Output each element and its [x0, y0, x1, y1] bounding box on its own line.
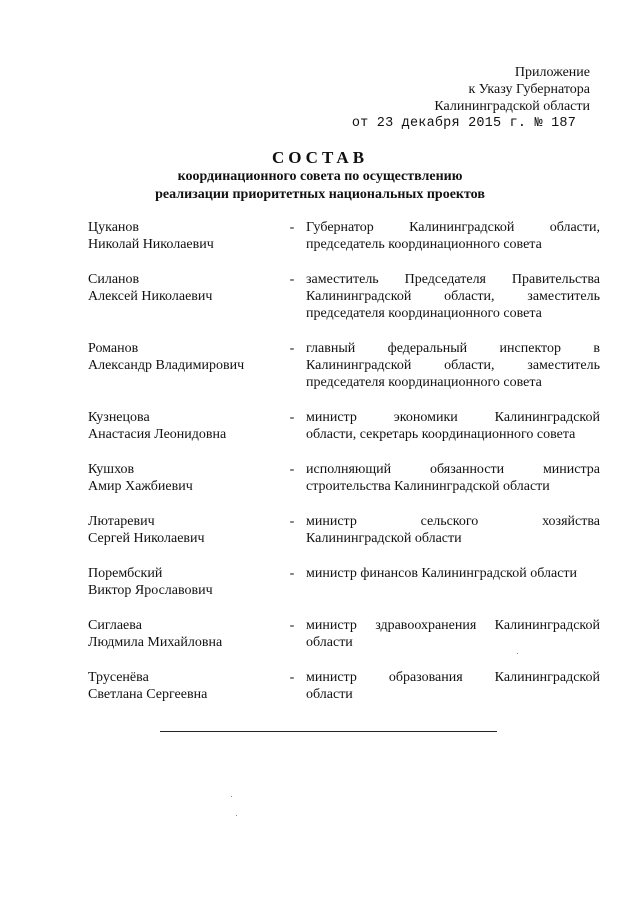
member-position — [306, 219, 600, 253]
member-row — [88, 461, 600, 495]
member-position-line: главный федеральный инспектор в — [306, 341, 600, 356]
member-name — [88, 461, 278, 495]
member-surname: Сиглаева — [88, 618, 142, 633]
member-position — [306, 617, 600, 651]
member-position — [306, 513, 600, 547]
member-name — [88, 513, 278, 547]
document-subtitle-line-2: реализации приоритетных национальных проектов — [155, 187, 485, 202]
member-name — [88, 219, 278, 253]
scan-speck — [231, 796, 232, 797]
member-position-line: Калининградской области, заместитель — [306, 289, 600, 304]
member-position-line: министр здравоохранения Калининградской — [306, 618, 600, 633]
member-given-names: Сергей Николаевич — [88, 531, 205, 546]
closing-divider — [160, 731, 497, 732]
member-name — [88, 271, 278, 322]
member-given-names: Анастасия Леонидовна — [88, 427, 227, 442]
member-name — [88, 340, 278, 391]
appendix-decree-reference: к Указу Губернатора — [468, 82, 590, 97]
member-dash: - — [289, 410, 295, 425]
member-list — [88, 219, 600, 721]
member-position-line: министр финансов Калининградской области — [306, 566, 578, 581]
member-surname: Порембский — [88, 566, 163, 581]
member-dash: - — [289, 618, 295, 633]
member-row — [88, 565, 600, 599]
member-position-line: Калининградской области — [306, 531, 462, 546]
member-surname: Цуканов — [88, 220, 140, 235]
member-position — [306, 409, 600, 443]
member-position-line: Губернатор Калининградской области, — [306, 220, 600, 235]
member-surname: Силанов — [88, 272, 140, 287]
member-row — [88, 669, 600, 703]
member-position-line: строительства Калининградской области — [306, 479, 550, 494]
member-row — [88, 409, 600, 443]
member-dash: - — [289, 341, 295, 356]
member-given-names: Виктор Ярославович — [88, 583, 213, 598]
member-surname: Лютаревич — [88, 514, 155, 529]
document-heading — [0, 148, 640, 204]
appendix-header — [352, 64, 590, 132]
member-given-names: Светлана Сергеевна — [88, 687, 208, 702]
member-row — [88, 340, 600, 391]
member-dash: - — [289, 272, 295, 287]
scan-speck — [517, 653, 518, 654]
member-position — [306, 461, 600, 495]
member-position-line: министр экономики Калининградской — [306, 410, 600, 425]
appendix-date-number: от 23 декабря 2015 г. № 187 — [351, 116, 576, 131]
member-dash: - — [289, 462, 295, 477]
document-title: СОСТАВ — [271, 148, 369, 167]
member-position-line: области, секретарь координационного совета — [306, 427, 576, 442]
member-position — [306, 271, 600, 322]
member-row — [88, 617, 600, 651]
member-surname: Кушхов — [88, 462, 135, 477]
member-surname: Кузнецова — [88, 410, 150, 425]
member-given-names: Алексей Николаевич — [88, 289, 213, 304]
member-surname: Трусенёва — [88, 670, 149, 685]
scan-speck — [236, 815, 237, 816]
member-position-line: председателя координационного совета — [306, 375, 542, 390]
member-position — [306, 565, 600, 599]
member-dash: - — [289, 670, 295, 685]
document-subtitle-line-1: координационного совета по осуществлению — [177, 169, 463, 184]
member-surname: Романов — [88, 341, 139, 356]
appendix-region: Калининградской области — [434, 99, 590, 114]
member-name — [88, 565, 278, 599]
member-name — [88, 409, 278, 443]
member-dash: - — [289, 514, 295, 529]
member-position-line: министр сельского хозяйства — [306, 514, 600, 529]
member-given-names: Николай Николаевич — [88, 237, 214, 252]
member-name — [88, 617, 278, 651]
member-position-line: председатель координационного совета — [306, 237, 542, 252]
member-position-line: заместитель Председателя Правительства — [306, 272, 600, 287]
member-position-line: области — [306, 635, 353, 650]
appendix-label: Приложение — [514, 65, 590, 80]
member-row — [88, 271, 600, 322]
member-dash: - — [289, 220, 295, 235]
member-row — [88, 513, 600, 547]
member-given-names: Александр Владимирович — [88, 358, 245, 373]
member-name — [88, 669, 278, 703]
member-position-line: председателя координационного совета — [306, 306, 542, 321]
member-given-names: Амир Хажбиевич — [88, 479, 193, 494]
member-given-names: Людмила Михайловна — [88, 635, 223, 650]
member-position-line: области — [306, 687, 353, 702]
member-row — [88, 219, 600, 253]
member-dash: - — [289, 566, 295, 581]
member-position-line: министр образования Калининградской — [306, 670, 600, 685]
member-position-line: исполняющий обязанности министра — [306, 462, 600, 477]
member-position — [306, 340, 600, 391]
member-position — [306, 669, 600, 703]
member-position-line: Калининградской области, заместитель — [306, 358, 600, 373]
